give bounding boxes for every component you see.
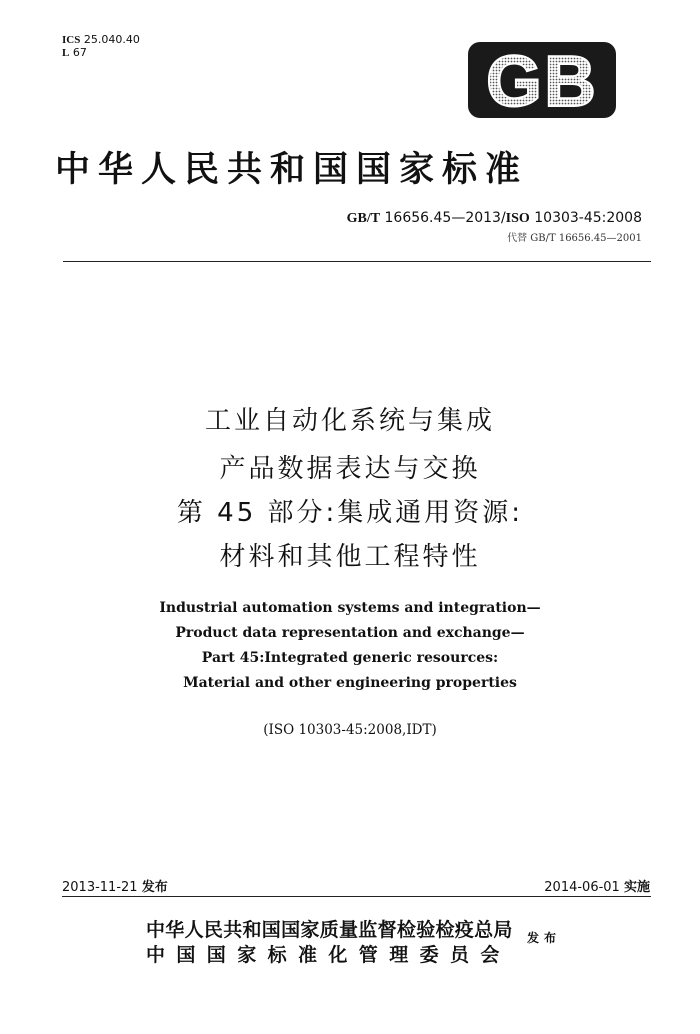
standard-number-value: 16656.45—2013/	[384, 210, 506, 226]
ccs-code	[62, 46, 87, 60]
issue-date-value: 2013-11-21	[62, 880, 138, 895]
bottom-divider	[62, 896, 651, 897]
standard-category-title: 中华人民共和国国家标准	[55, 149, 529, 190]
iso-equivalence: (ISO 10303-45:2008,IDT)	[263, 722, 437, 738]
chinese-title-line-4: 材料和其他工程特性	[219, 542, 481, 572]
chinese-title-line-2: 产品数据表达与交换	[219, 454, 481, 484]
standard-number-prefix: GB/T	[346, 211, 381, 226]
iso-prefix: ISO	[505, 211, 530, 226]
iso-number: 10303-45:2008	[534, 210, 642, 226]
gb-logo-text: GB	[486, 42, 598, 118]
implementation-date-label: 实施	[623, 880, 650, 895]
chinese-title-line-3: 第 45 部分:集成通用资源:	[176, 498, 524, 528]
implementation-date-value: 2014-06-01	[544, 880, 620, 895]
ics-label: ICS	[62, 34, 81, 46]
issue-date-label: 发布	[141, 880, 168, 895]
ics-code	[62, 33, 140, 47]
gb-logo	[468, 42, 616, 118]
issued-by-label: 发布	[527, 931, 562, 945]
replaces-note: 代替 GB/T 16656.45—2001	[507, 233, 642, 244]
english-title-line-1: Industrial automation systems and integration—	[159, 600, 541, 616]
chinese-title-line-1: 工业自动化系统与集成	[204, 406, 495, 436]
ccs-value: 67	[72, 46, 87, 59]
english-title-line-4: Material and other engineering properties	[183, 675, 517, 691]
ccs-label: L	[62, 47, 70, 59]
english-title-line-2: Product data representation and exchange—	[175, 625, 525, 641]
english-title-line-3: Part 45:Integrated generic resources:	[201, 650, 499, 666]
publisher-sac: 中国国家标准化管理委员会	[146, 944, 511, 966]
publisher-aqsiq: 中华人民共和国国家质量监督检验检疫总局	[146, 919, 513, 941]
issue-date	[62, 876, 168, 895]
implementation-date	[544, 876, 650, 895]
ics-value: 25.040.40	[83, 33, 140, 46]
standard-number	[347, 210, 642, 227]
top-divider	[63, 261, 651, 262]
